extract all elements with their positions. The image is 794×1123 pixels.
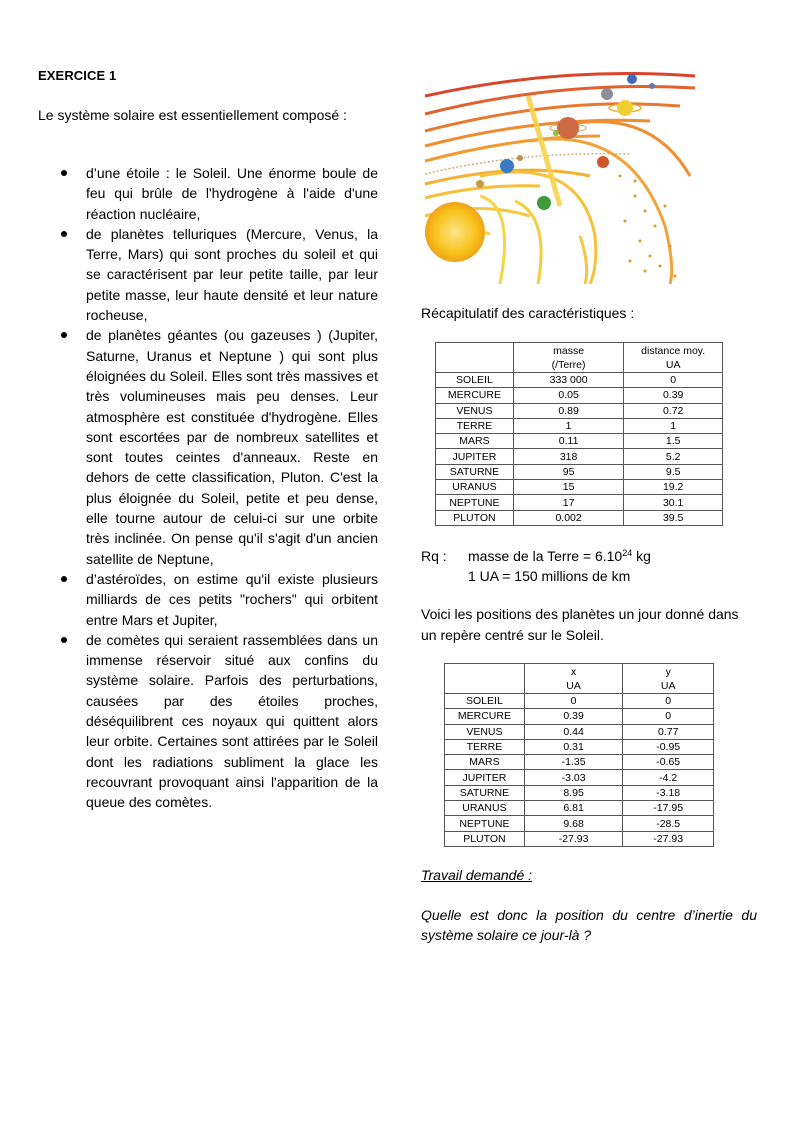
table-cell: JUPITER (445, 770, 525, 785)
table-cell: 95 (513, 464, 624, 479)
table-cell: -17.95 (623, 801, 714, 816)
table-cell: -27.93 (623, 831, 714, 846)
table-row (436, 449, 723, 464)
characteristics-table (435, 342, 723, 526)
table-cell: URANUS (445, 801, 525, 816)
list-item-text: d’astéroïdes, on estime qu'il existe plusieurs milliards de ces petits "rochers" qui orbitent entre Mars et Jupiter, (86, 570, 378, 628)
table-row (436, 464, 723, 479)
table-cell: 0 (524, 694, 623, 709)
bullet-icon (61, 231, 67, 237)
table-cell: 0.89 (513, 403, 624, 418)
table-cell: 0.11 (513, 434, 624, 449)
table-row (445, 694, 714, 709)
table-cell: 17 (513, 495, 624, 510)
table-cell: MARS (445, 755, 525, 770)
table-cell: 30.1 (624, 495, 723, 510)
bullet-icon (61, 332, 67, 338)
table-cell: MERCURE (436, 388, 514, 403)
table-header-cell (436, 343, 514, 373)
list-item-text: de comètes qui seraient rassemblées dans un immense réservoir situé aux confins du système solaire. Parfois des perturbations, causées par des étoiles proches, déséquilibrent ces noyaux qui quittent alors leur orbite. Certaines sont attirées par le Soleil dont les radiations subliment la glace les recouvrant provoquant ainsi l'apparition de la queue des comètes. (86, 631, 378, 811)
table-row (445, 755, 714, 770)
solar-system-illustration (420, 66, 700, 284)
table-cell: 0.002 (513, 510, 624, 525)
table-cell: 0.44 (524, 724, 623, 739)
list-item (58, 630, 378, 813)
list-item-text: d’une étoile : le Soleil. Une énorme boule de feu qui brûle de l'hydrogène à l'aide d'une réaction nucléaire, (86, 165, 378, 222)
table-cell: NEPTUNE (436, 495, 514, 510)
bullet-icon (61, 170, 67, 176)
table-row (436, 434, 723, 449)
table-cell: 0.72 (624, 403, 723, 418)
table-row (436, 418, 723, 433)
ua-line: 1 UA = 150 millions de km (468, 568, 631, 584)
table-cell: SATURNE (436, 464, 514, 479)
table-cell: JUPITER (436, 449, 514, 464)
table-cell: SATURNE (445, 785, 525, 800)
table-cell: 0 (623, 694, 714, 709)
table-cell: 5.2 (624, 449, 723, 464)
table-row (445, 709, 714, 724)
table-cell: 333 000 (513, 373, 624, 388)
table-row (445, 724, 714, 739)
table-row (445, 785, 714, 800)
table-cell: 1 (624, 418, 723, 433)
table-header-row (436, 343, 723, 373)
table-cell: 9.5 (624, 464, 723, 479)
table-cell: TERRE (436, 418, 514, 433)
table-cell: 0.77 (623, 724, 714, 739)
table-cell: SOLEIL (436, 373, 514, 388)
table-header-row (445, 664, 714, 694)
table-cell: -1.35 (524, 755, 623, 770)
table-cell: -3.18 (623, 785, 714, 800)
list-item (58, 325, 378, 569)
table-cell: PLUTON (436, 510, 514, 525)
table-cell: VENUS (445, 724, 525, 739)
table-row (436, 373, 723, 388)
table-cell: 1.5 (624, 434, 723, 449)
table-cell: 9.68 (524, 816, 623, 831)
table-row (436, 495, 723, 510)
earth-mass-line: masse de la Terre = $6.10^{24}$ kg (468, 548, 651, 564)
table-header-cell: x UA (524, 664, 623, 694)
table-row (436, 403, 723, 418)
table-row (445, 831, 714, 846)
table-cell: 0.39 (624, 388, 723, 403)
task-question: Quelle est donc la position du centre d’inertie du système solaire ce jour-là ? (421, 907, 757, 943)
table-cell: 0.31 (524, 739, 623, 754)
list-item (58, 224, 378, 325)
table-row (436, 480, 723, 495)
table-header-cell: distance moy. UA (624, 343, 723, 373)
table-cell: SOLEIL (445, 694, 525, 709)
table-cell: 8.95 (524, 785, 623, 800)
intro-text: Le système solaire est essentiellement composé : (38, 107, 347, 123)
list-item (58, 569, 378, 630)
table-cell: 0 (623, 709, 714, 724)
table-cell: -4.2 (623, 770, 714, 785)
list-item-text: de planètes géantes (ou gazeuses ) (Jupiter, Saturne, Uranus et Neptune ) qui sont plus éloignées du Soleil. Elles sont très massives et très volumineuses mais peu denses. Leur atmosphère est constituée d'hydrogène. Elles sont escortées par de nombreux satellites et sont toutes ceintes d'anneaux. Reste en dehors de cette classification, Pluton. C'est la plus éloignée du Soleil, petite et peu dense, elle tourne autour de celui-ci sur une orbite très inclinée. On pense qu'il s'agit d'un ancien satellite de Neptune, (86, 327, 378, 567)
table-row (445, 739, 714, 754)
table-row (445, 816, 714, 831)
exercise-title: EXERCICE 1 (38, 68, 117, 83)
bullet-icon (61, 576, 67, 582)
positions-table (444, 663, 714, 847)
table-header-cell: y UA (623, 664, 714, 694)
table-cell: -28.5 (623, 816, 714, 831)
table-row (445, 770, 714, 785)
table-cell: 0.39 (524, 709, 623, 724)
table-cell: 15 (513, 480, 624, 495)
table-cell: 19.2 (624, 480, 723, 495)
table-header-cell: masse (/Terre) (513, 343, 624, 373)
positions-text: Voici les positions des planètes un jour donné dans un repère centré sur le Soleil. (421, 606, 739, 643)
composition-list (58, 163, 378, 813)
table-cell: 0 (624, 373, 723, 388)
table-cell: MERCURE (445, 709, 525, 724)
table-header-cell (445, 664, 525, 694)
table-cell: MARS (436, 434, 514, 449)
table-cell: 318 (513, 449, 624, 464)
task-title: Travail demandé : (421, 867, 533, 883)
table-cell: -0.65 (623, 755, 714, 770)
table-cell: 39.5 (624, 510, 723, 525)
list-item (58, 163, 378, 224)
remark-label: Rq : (421, 548, 447, 564)
bullet-icon (61, 637, 67, 643)
table-cell: VENUS (436, 403, 514, 418)
table-row (436, 388, 723, 403)
table-row (445, 801, 714, 816)
table-cell: 1 (513, 418, 624, 433)
table-cell: URANUS (436, 480, 514, 495)
recap-title: Récapitulatif des caractéristiques : (421, 305, 635, 321)
table-cell: NEPTUNE (445, 816, 525, 831)
table-cell: PLUTON (445, 831, 525, 846)
table-cell: 0.05 (513, 388, 624, 403)
remark-lines (468, 546, 651, 586)
table-cell: TERRE (445, 739, 525, 754)
table-cell: -27.93 (524, 831, 623, 846)
exponent: 24 (622, 548, 633, 558)
table-cell: 6.81 (524, 801, 623, 816)
table-cell: -0.95 (623, 739, 714, 754)
table-cell: -3.03 (524, 770, 623, 785)
list-item-text: de planètes telluriques (Mercure, Venus, la Terre, Mars) qui sont proches du soleil et qui se caractérisent par leur petite taille, par leur petite masse, leur haute densité et leur nature rocheuse, (86, 225, 378, 324)
table-row (436, 510, 723, 525)
